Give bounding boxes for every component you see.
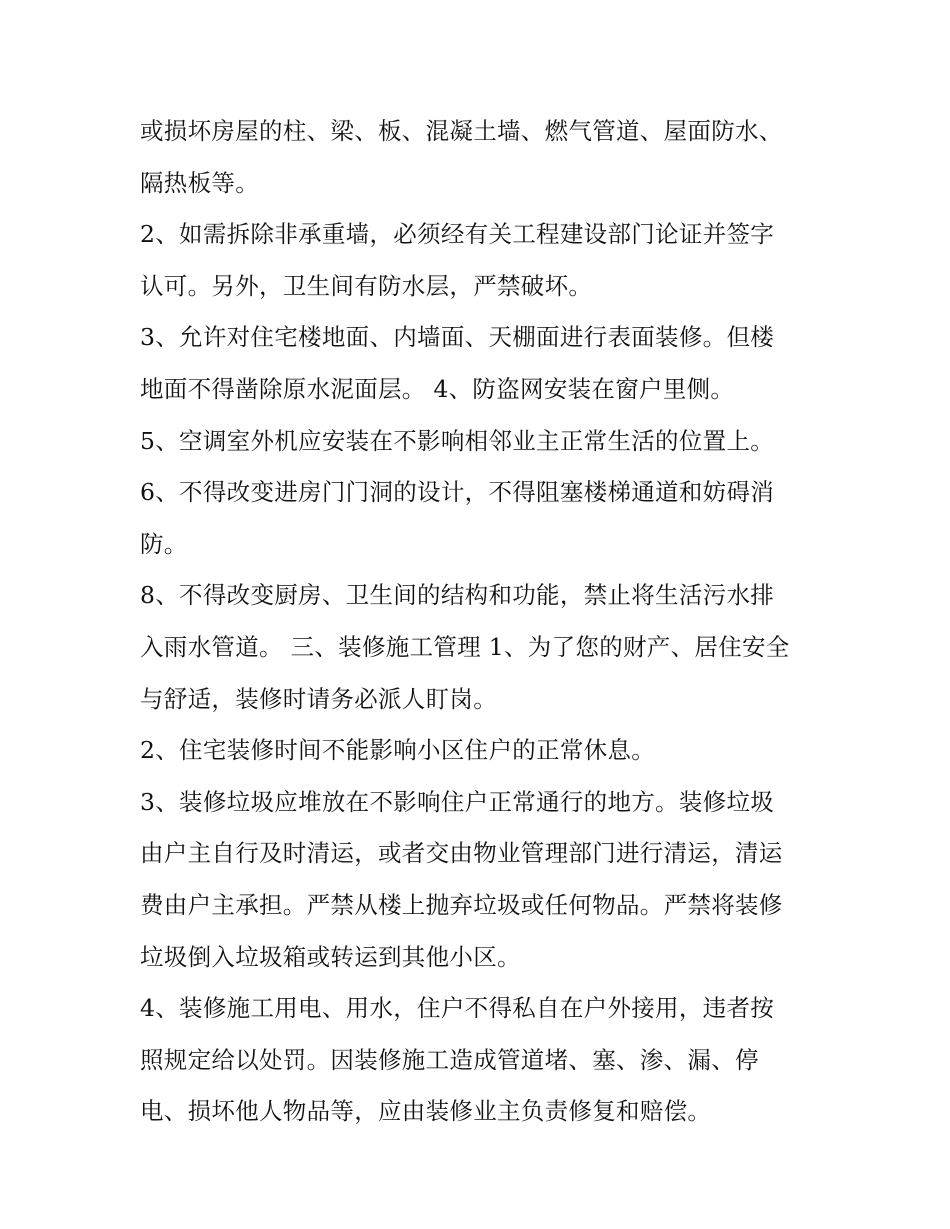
- text-line: 费由户主承担。严禁从楼上抛弃垃圾或任何物品。严禁将装修: [140, 890, 783, 919]
- text-line: 地面不得凿除原水泥面层。 4、防盗网安装在窗户里侧。: [140, 374, 735, 403]
- text-line: 2、如需拆除非承重墙，必须经有关工程建设部门论证并签字: [140, 220, 775, 249]
- document-body: [140, 106, 820, 1138]
- text-line: 5、空调室外机应安装在不影响相邻业主正常生活的位置上。: [140, 426, 775, 455]
- text-line: 由户主自行及时清运，或者交由物业管理部门进行清运，清运: [140, 839, 783, 868]
- text-line: 8、不得改变厨房、卫生间的结构和功能，禁止将生活污水排: [140, 581, 775, 610]
- text-line: 3、装修垃圾应堆放在不影响住户正常通行的地方。装修垃圾: [140, 787, 775, 816]
- text-line: 防。: [140, 529, 188, 558]
- text-line: 照规定给以处罚。因装修施工造成管道堵、塞、渗、漏、停: [140, 1045, 759, 1074]
- text-line: 与舒适，装修时请务必派人盯岗。: [140, 684, 497, 713]
- text-line: 3、允许对住宅楼地面、内墙面、天棚面进行表面装修。但楼: [140, 323, 775, 352]
- text-line: 电、损坏他人物品等，应由装修业主负责修复和赔偿。: [140, 1097, 712, 1126]
- text-line: 隔热板等。: [140, 168, 259, 197]
- text-line: 2、住宅装修时间不能影响小区住户的正常休息。: [140, 736, 656, 765]
- text-line: 入雨水管道。 三、装修施工管理 1、为了您的财产、居住安全: [140, 632, 790, 661]
- text-line: 垃圾倒入垃圾箱或转运到其他小区。: [140, 942, 521, 971]
- text-line: 4、装修施工用电、用水，住户不得私自在户外接用，违者按: [140, 994, 775, 1023]
- text-line: 6、不得改变进房门门洞的设计，不得阻塞楼梯通道和妨碍消: [140, 478, 775, 507]
- text-line: 或损坏房屋的柱、梁、板、混凝土墙、燃气管道、屋面防水、: [140, 117, 783, 145]
- text-line: 认可。另外，卫生间有防水层，严禁破坏。: [140, 271, 593, 300]
